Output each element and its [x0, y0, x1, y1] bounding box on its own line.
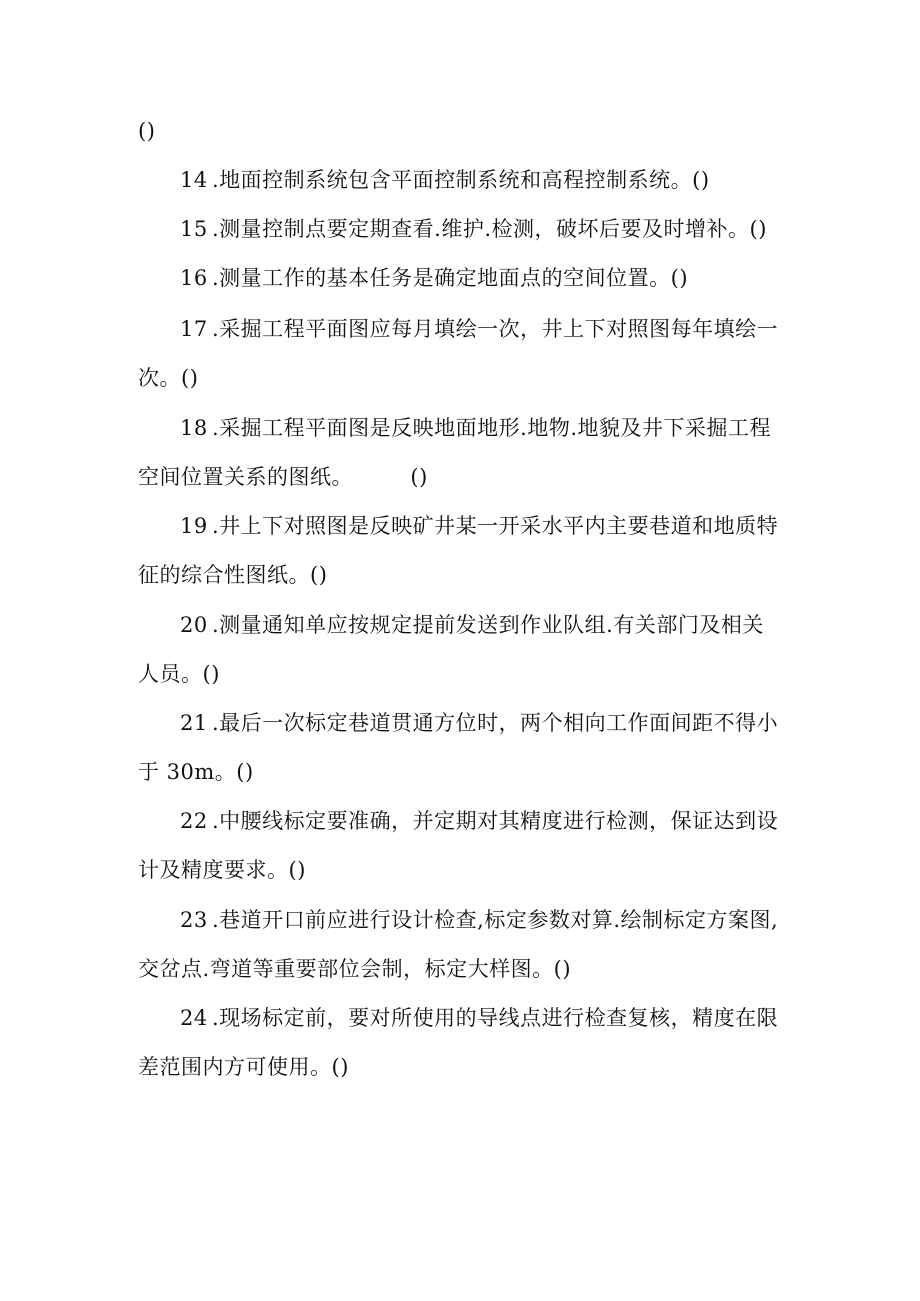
question-18-continuation: 空间位置关系的图纸。 () [138, 465, 428, 489]
question-text: .测量控制点要定期查看.维护.检测，破坏后要及时增补。() [212, 217, 767, 241]
question-22 [180, 806, 778, 836]
question-number: 24 [180, 1006, 208, 1030]
question-text: .巷道开口前应进行设计检查,标定参数对算.绘制标定方案图, [212, 908, 779, 932]
question-number: 22 [180, 809, 208, 833]
question-14 [180, 165, 710, 195]
question-17-continuation: 次。() [138, 366, 199, 390]
question-22-continuation: 计及精度要求。() [138, 858, 306, 882]
question-19 [180, 511, 778, 541]
question-number: 17 [180, 317, 208, 341]
question-text: .现场标定前，要对所使用的导线点进行检查复核，精度在限 [212, 1006, 779, 1030]
question-text: .井上下对照图是反映矿井某一开采水平内主要巷道和地质特 [212, 514, 779, 538]
question-number: 23 [180, 908, 208, 932]
question-24 [180, 1003, 778, 1033]
question-17 [180, 314, 778, 344]
question-number: 15 [180, 217, 208, 241]
question-23-continuation: 交岔点.弯道等重要部位会制，标定大样图。() [138, 957, 572, 981]
question-number: 14 [180, 168, 208, 192]
question-number: 20 [180, 613, 208, 637]
question-number: 16 [180, 266, 208, 290]
question-text: .测量通知单应按规定提前发送到作业队组.有关部门及相关 [212, 613, 764, 637]
question-15 [180, 214, 767, 244]
question-21 [180, 708, 778, 738]
question-21-continuation: 于 30m。() [138, 760, 254, 784]
question-text: .测量工作的基本任务是确定地面点的空间位置。() [212, 266, 689, 290]
question-text: .采掘工程平面图应每月填绘一次，井上下对照图每年填绘一 [212, 317, 779, 341]
question-number: 19 [180, 514, 208, 538]
question-text: .采掘工程平面图是反映地面地形.地物.地貌及井下采掘工程 [212, 416, 772, 440]
question-19-continuation: 征的综合性图纸。() [138, 563, 328, 587]
question-number: 18 [180, 416, 208, 440]
question-16 [180, 263, 688, 293]
question-20-continuation: 人员。() [138, 662, 220, 686]
question-23 [180, 905, 778, 935]
question-text: .最后一次标定巷道贯通方位时，两个相向工作面间距不得小 [212, 711, 779, 735]
question-18 [180, 413, 771, 443]
question-20 [180, 610, 764, 640]
continuation-answer-bracket: () [138, 119, 156, 143]
question-number: 21 [180, 711, 208, 735]
question-24-continuation: 差范围内方可使用。() [138, 1055, 349, 1079]
question-text: .地面控制系统包含平面控制系统和高程控制系统。() [212, 168, 710, 192]
question-text: .中腰线标定要准确，并定期对其精度进行检测，保证达到设 [212, 809, 779, 833]
